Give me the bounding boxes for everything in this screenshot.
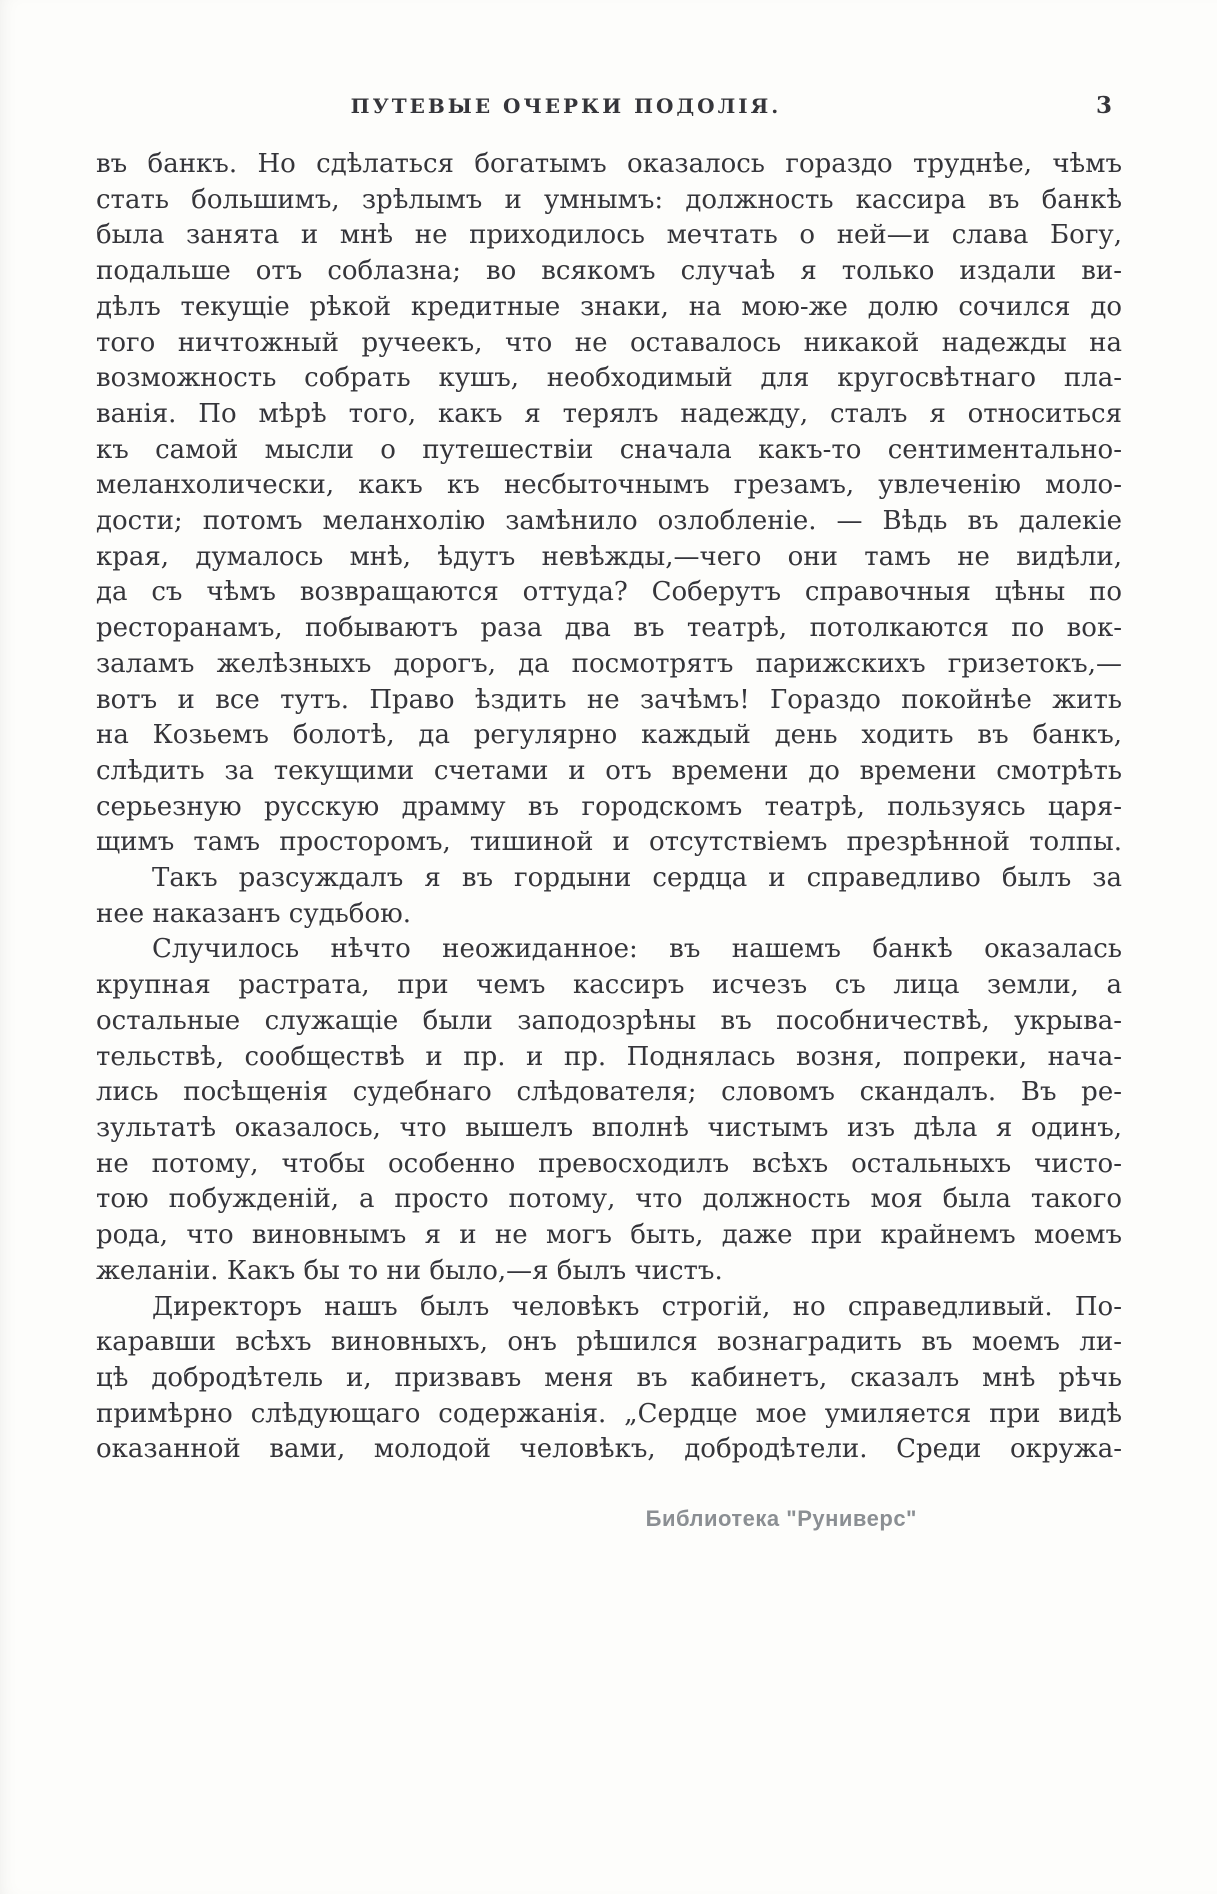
paragraph [96, 932, 1122, 1289]
text-line: лись посѣщенія судебнаго слѣдователя; словомъ скандалъ. Въ ре- [96, 1077, 1122, 1108]
text-line: зультатѣ оказалось, что вышелъ вполнѣ чистымъ изъ дѣла я одинъ, [96, 1112, 1122, 1143]
text-line: Директоръ нашъ былъ человѣкъ строгій, но справедливый. По- [152, 1291, 1122, 1322]
text-line: Случилось нѣчто неожиданное: въ нашемъ банкѣ оказалась [152, 934, 1122, 965]
text-line: въ банкъ. Но сдѣлаться богатымъ оказалось гораздо труднѣе, чѣмъ [96, 149, 1122, 179]
text-line: рода, что виновнымъ я и не могъ быть, даже при крайнемъ моемъ [96, 1220, 1122, 1251]
paragraph [96, 861, 1122, 932]
text-line: ванія. По мѣрѣ того, какъ я терялъ надежду, сталъ я относиться [96, 398, 1122, 429]
text-line: тельствѣ, сообществѣ и пр. и пр. Поднялась возня, попреки, нача- [96, 1041, 1122, 1072]
paragraph [96, 147, 1122, 861]
page-number: 3 [1095, 92, 1112, 119]
text-line: была занята и мнѣ не приходилось мечтать о ней—и слава Богу, [96, 220, 1122, 251]
text-line: оказанной вами, молодой человѣкъ, добродѣтели. Среди окружа- [96, 1434, 1122, 1465]
text-line: желаніи. Какъ бы то ни было,—я былъ чистъ. [96, 1255, 723, 1286]
text-block [96, 147, 1122, 1468]
text-line: каравши всѣхъ виновныхъ, онъ рѣшился вознаградить въ моемъ ли- [96, 1327, 1122, 1358]
text-line: къ самой мысли о путешествіи сначала какъ-то сентиментально- [96, 434, 1122, 465]
text-line: стать большимъ, зрѣлымъ и умнымъ: должность кассира въ банкѣ [96, 184, 1122, 215]
text-line: тою побужденій, а просто потому, что должность моя была такого [96, 1184, 1122, 1215]
text-line: серьезную русскую драмму въ городскомъ театрѣ, пользуясь царя- [96, 791, 1122, 822]
watermark: Библиотека "Руниверс" [645, 1506, 917, 1531]
running-title: ПУТЕВЫЕ ОЧЕРКИ ПОДОЛІЯ. [350, 94, 782, 118]
text-line: ресторанамъ, побываютъ раза два въ театрѣ, потолкаются по вок- [96, 613, 1122, 644]
text-line: да съ чѣмъ возвращаются оттуда? Соберутъ справочныя цѣны по [96, 577, 1122, 608]
text-line: возможность собрать кушъ, необходимый для кругосвѣтнаго пла- [96, 363, 1122, 394]
text-line: на Козьемъ болотѣ, да регулярно каждый день ходить въ банкъ, [96, 720, 1122, 751]
text-line: подальше отъ соблазна; во всякомъ случаѣ я только издали ви- [96, 256, 1122, 287]
page-header [96, 92, 1122, 126]
text-line: крупная растрата, при чемъ кассиръ исчезъ съ лица земли, а [96, 970, 1122, 1001]
text-line: края, думалось мнѣ, ѣдутъ невѣжды,—чего они тамъ не видѣли, [96, 541, 1122, 572]
text-line: примѣрно слѣдующаго содержанія. „Сердце мое умиляется при видѣ [96, 1398, 1122, 1429]
text-line: заламъ желѣзныхъ дорогъ, да посмотрятъ парижскихъ гризетокъ,— [96, 648, 1122, 679]
paragraph [96, 1290, 1122, 1469]
text-line: Такъ разсуждалъ я въ гордыни сердца и справедливо былъ за [152, 863, 1122, 894]
text-line: того ничтожный ручеекъ, что не оставалось никакой надежды на [96, 327, 1122, 358]
text-line: вотъ и все тутъ. Право ѣздить не зачѣмъ! Гораздо покойнѣе жить [96, 684, 1122, 715]
text-line: цѣ добродѣтель и, призвавъ меня въ кабинетъ, сказалъ мнѣ рѣчь [96, 1362, 1122, 1393]
text-line: остальные служащіе были заподозрѣны въ пособничествѣ, укрыва- [96, 1005, 1122, 1036]
text-line: дѣлъ текущіе рѣкой кредитные знаки, на мою-же долю сочился до [96, 291, 1122, 322]
text-line: дости; потомъ меланхолію замѣнило озлобленіе. — Вѣдь въ далекіе [96, 506, 1122, 537]
text-line: слѣдить за текущими счетами и отъ времени до времени смотрѣть [96, 755, 1122, 786]
text-line: меланхолически, какъ къ несбыточнымъ грезамъ, увлеченію моло- [96, 470, 1122, 501]
text-line: нее наказанъ судьбою. [96, 898, 411, 929]
text-line: щимъ тамъ просторомъ, тишиной и отсутствіемъ презрѣнной толпы. [96, 827, 1122, 858]
text-line: не потому, чтобы особенно превосходилъ всѣхъ остальныхъ чисто- [96, 1148, 1122, 1179]
